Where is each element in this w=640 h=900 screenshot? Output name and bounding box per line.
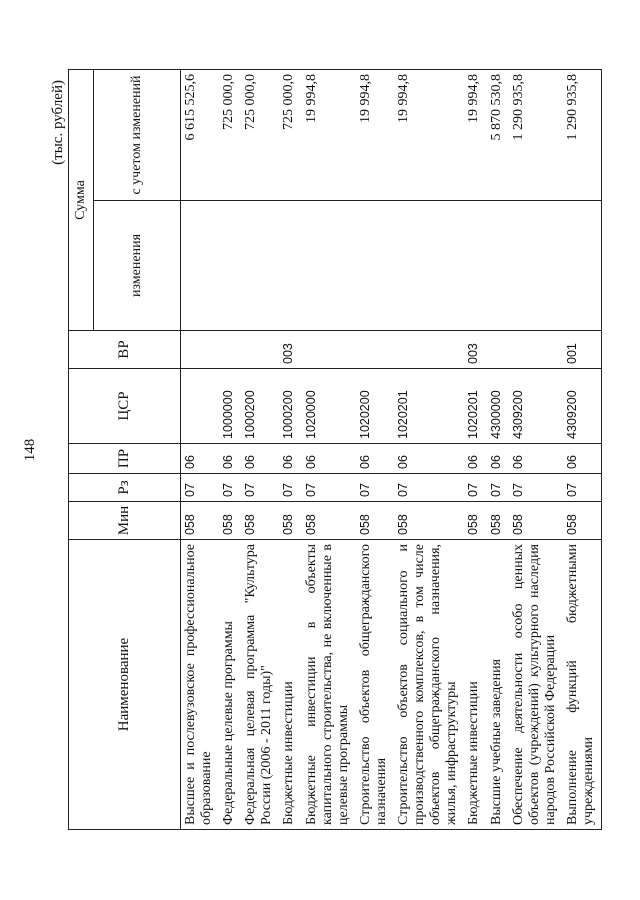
row-rz: 07 (464, 474, 486, 502)
row-min: 058 (356, 502, 394, 540)
header-rz: Рз (69, 474, 181, 502)
row-pr: 06 (219, 444, 241, 474)
row-name: Федеральная целевая программа "Культура России (2006 - 2011 годы)" (241, 540, 279, 830)
row-pr: 06 (563, 444, 602, 474)
row-total: 19 994,8 (394, 70, 464, 201)
row-total: 725 000,0 (241, 70, 279, 201)
row-changes (302, 201, 356, 331)
row-min: 058 (219, 502, 241, 540)
row-pr: 06 (394, 444, 464, 474)
header-vr: ВР (69, 331, 181, 369)
row-vr (302, 331, 356, 369)
row-min: 058 (464, 502, 486, 540)
row-csr (181, 369, 220, 444)
row-min: 058 (279, 502, 301, 540)
row-total: 19 994,8 (302, 70, 356, 201)
table-row (181, 70, 220, 830)
row-min: 058 (509, 502, 563, 540)
row-total: 1 290 935,8 (563, 70, 602, 201)
page-number: 148 (22, 438, 38, 462)
table-row (563, 70, 602, 830)
row-csr: 1020200 (356, 369, 394, 444)
row-rz: 07 (563, 474, 602, 502)
table-row (509, 70, 563, 830)
row-pr: 06 (509, 444, 563, 474)
row-changes (181, 201, 220, 331)
header-min: Мин (69, 502, 181, 540)
row-csr: 1020000 (302, 369, 356, 444)
row-pr: 06 (279, 444, 301, 474)
table-row (279, 70, 301, 830)
row-changes (241, 201, 279, 331)
row-name: Строительство объектов общегражданского назначения (356, 540, 394, 830)
row-csr: 1020201 (464, 369, 486, 444)
table-row (394, 70, 464, 830)
row-rz: 07 (356, 474, 394, 502)
row-min: 058 (394, 502, 464, 540)
row-vr: 003 (464, 331, 486, 369)
header-with-changes: с учетом изменений (94, 70, 181, 201)
row-pr: 06 (487, 444, 509, 474)
row-csr: 1020201 (394, 369, 464, 444)
header-pr: ПР (69, 444, 181, 474)
row-csr: 1000000 (219, 369, 241, 444)
table-row (464, 70, 486, 830)
row-total: 19 994,8 (464, 70, 486, 201)
row-csr: 4309200 (509, 369, 563, 444)
row-min: 058 (563, 502, 602, 540)
row-name: Строительство объектов социального и производственного комплексов, в том числе объектов общегражданского назначения, жилья, инфраструктуры (394, 540, 464, 830)
row-changes (563, 201, 602, 331)
row-vr (356, 331, 394, 369)
row-vr (219, 331, 241, 369)
table-row (241, 70, 279, 830)
header-csr: ЦСР (69, 369, 181, 444)
row-csr: 4300000 (487, 369, 509, 444)
row-name: Бюджетные инвестиции в объекты капитального строительства, не включенные в целевые программы (302, 540, 356, 830)
row-vr: 001 (563, 331, 602, 369)
row-csr: 4309200 (563, 369, 602, 444)
row-vr (487, 331, 509, 369)
table-row (302, 70, 356, 830)
row-rz: 07 (394, 474, 464, 502)
row-total: 6 615 525,6 (181, 70, 220, 201)
row-pr: 06 (241, 444, 279, 474)
table-row (219, 70, 241, 830)
row-name: Бюджетные инвестиции (279, 540, 301, 830)
header-name: Наименование (69, 540, 181, 830)
row-vr (181, 331, 220, 369)
row-rz: 07 (279, 474, 301, 502)
row-vr: 003 (279, 331, 301, 369)
row-pr: 06 (464, 444, 486, 474)
row-min: 058 (487, 502, 509, 540)
row-name: Обеспечение деятельности особо ценных объектов (учреждений) культурного наследия народов Российской Федерации (509, 540, 563, 830)
row-pr: 06 (302, 444, 356, 474)
table-row (487, 70, 509, 830)
row-total: 19 994,8 (356, 70, 394, 201)
row-changes (509, 201, 563, 331)
row-rz: 07 (302, 474, 356, 502)
header-sum: Сумма (69, 70, 94, 331)
row-vr (394, 331, 464, 369)
row-changes (219, 201, 241, 331)
row-name: Выполнение функций бюджетными учреждениями (563, 540, 602, 830)
row-csr: 1000200 (279, 369, 301, 444)
row-total: 5 870 530,8 (487, 70, 509, 201)
units-note: (тыс. рублей) (50, 80, 66, 165)
row-name: Бюджетные инвестиции (464, 540, 486, 830)
row-total: 1 290 935,8 (509, 70, 563, 201)
row-pr: 06 (181, 444, 220, 474)
row-changes (487, 201, 509, 331)
row-rz: 07 (181, 474, 220, 502)
row-changes (279, 201, 301, 331)
row-rz: 07 (241, 474, 279, 502)
row-changes (464, 201, 486, 331)
row-pr: 06 (356, 444, 394, 474)
row-min: 058 (181, 502, 220, 540)
row-vr (509, 331, 563, 369)
row-min: 058 (302, 502, 356, 540)
budget-table (68, 69, 602, 830)
row-name: Высшее и послевузовское профессиональное образование (181, 540, 220, 830)
row-csr: 1000200 (241, 369, 279, 444)
row-changes (356, 201, 394, 331)
row-vr (241, 331, 279, 369)
row-name: Высшие учебные заведения (487, 540, 509, 830)
row-rz: 07 (487, 474, 509, 502)
table-row (356, 70, 394, 830)
row-total: 725 000,0 (219, 70, 241, 201)
row-rz: 07 (509, 474, 563, 502)
row-changes (394, 201, 464, 331)
row-min: 058 (241, 502, 279, 540)
row-total: 725 000,0 (279, 70, 301, 201)
row-rz: 07 (219, 474, 241, 502)
header-changes: изменения (94, 201, 181, 331)
row-name: Федеральные целевые программы (219, 540, 241, 830)
table-body (181, 70, 602, 830)
